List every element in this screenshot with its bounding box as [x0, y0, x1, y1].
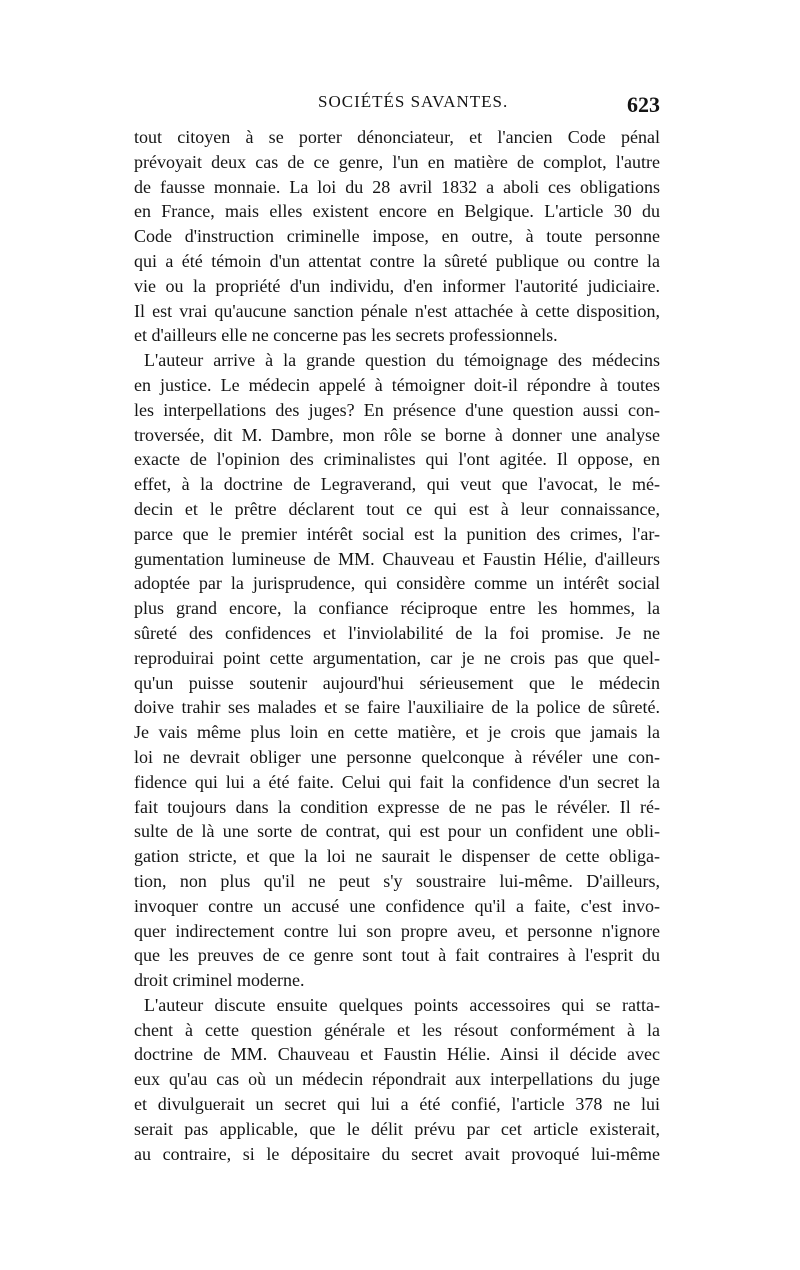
text-line: gation stricte, et que la loi ne saurait le dispenser de cette obliga- [134, 846, 660, 867]
text-line: en justice. Le médecin appelé à témoigner doit-il répondre à toutes [134, 374, 660, 395]
text-line: invoquer contre un accusé une confidence qu'il a faite, c'est invo- [134, 895, 660, 916]
text-line: troversée, dit M. Dambre, mon rôle se borne à donner une analyse [134, 424, 660, 445]
text-line: droit criminel moderne. [134, 970, 305, 991]
running-head [134, 92, 660, 116]
text-line: eux qu'au cas où un médecin répondrait aux interpellations du juge [134, 1069, 660, 1090]
text-line: et divulguerait un secret qui lui a été confié, l'article 378 ne lui [134, 1094, 660, 1115]
text-line: que les preuves de ce genre sont tout à fait contraires à l'esprit du [134, 945, 660, 966]
body-text [134, 125, 660, 1166]
text-line: reproduirai point cette argumentation, car je ne crois pas que quel- [134, 647, 660, 668]
text-line: et d'ailleurs elle ne concerne pas les secrets professionnels. [134, 325, 558, 346]
text-line: loi ne devrait obliger une personne quelconque à révéler une con- [134, 746, 660, 767]
text-line: tout citoyen à se porter dénonciateur, et l'ancien Code pénal [134, 127, 660, 147]
text-line: fidence qui lui a été faite. Celui qui fait la confidence d'un secret la [134, 771, 660, 792]
text-line: L'auteur discute ensuite quelques points accessoires qui se ratta- [144, 994, 660, 1015]
text-line: fait toujours dans la condition expresse de ne pas le révéler. Il ré- [134, 796, 660, 817]
text-line: vie ou la propriété d'un individu, d'en informer l'autorité judiciaire. [134, 275, 660, 296]
text-line: doive trahir ses malades et se faire l'auxiliaire de la police de sûreté. [134, 697, 660, 718]
text-line: plus grand encore, la confiance réciproque entre les hommes, la [134, 598, 660, 619]
text-line: qui a été témoin d'un attentat contre la sûreté publique ou contre la [134, 250, 660, 271]
page-number: 623 [627, 92, 660, 117]
text-line: au contraire, si le dépositaire du secret avait provoqué lui-même [134, 1143, 660, 1164]
text-line: sulte de là une sorte de contrat, qui est pour un confident une obli- [134, 821, 660, 842]
text-line: adoptée par la jurisprudence, qui considère comme un intérêt social [134, 573, 660, 594]
text-line: exacte de l'opinion des criminalistes qui l'ont agitée. Il oppose, en [134, 449, 660, 470]
text-line: effet, à la doctrine de Legraverand, qui veut que l'avocat, le mé- [134, 474, 660, 495]
text-line: chent à cette question générale et les résout conformément à la [134, 1019, 660, 1040]
text-line: Code d'instruction criminelle impose, en outre, à toute personne [134, 226, 660, 247]
text-line: prévoyait deux cas de ce genre, l'un en matière de complot, l'autre [134, 151, 660, 172]
text-line: gumentation lumineuse de MM. Chauveau et Faustin Hélie, d'ailleurs [134, 548, 660, 569]
text-line: sûreté des confidences et l'inviolabilité de la foi promise. Je ne [134, 622, 660, 643]
text-line: quer indirectement contre lui son propre aveu, et personne n'ignore [134, 920, 660, 941]
text-line: Il est vrai qu'aucune sanction pénale n'est attachée à cette disposition, [134, 300, 660, 321]
text-line: serait pas applicable, que le délit prévu par cet article existerait, [134, 1118, 660, 1139]
text-line: tion, non plus qu'il ne peut s'y soustraire lui-même. D'ailleurs, [134, 870, 660, 891]
text-line: parce que le premier intérêt social est la punition des crimes, l'ar- [134, 523, 660, 544]
text-line: qu'un puisse soutenir aujourd'hui sérieusement que le médecin [134, 672, 660, 693]
text-line: decin et le prêtre déclarent tout ce qui est à leur connaissance, [134, 498, 660, 519]
text-line: les interpellations des juges? En présence d'une question aussi con- [134, 399, 660, 420]
text-line: Je vais même plus loin en cette matière, et je crois que jamais la [134, 722, 660, 743]
running-title: SOCIÉTÉS SAVANTES. [318, 92, 509, 111]
text-line: doctrine de MM. Chauveau et Faustin Hélie. Ainsi il décide avec [134, 1044, 660, 1065]
text-line: en France, mais elles existent encore en Belgique. L'article 30 du [134, 201, 660, 222]
text-line: L'auteur arrive à la grande question du témoignage des médecins [144, 350, 660, 371]
text-line: de fausse monnaie. La loi du 28 avril 1832 a aboli ces obligations [134, 176, 660, 197]
